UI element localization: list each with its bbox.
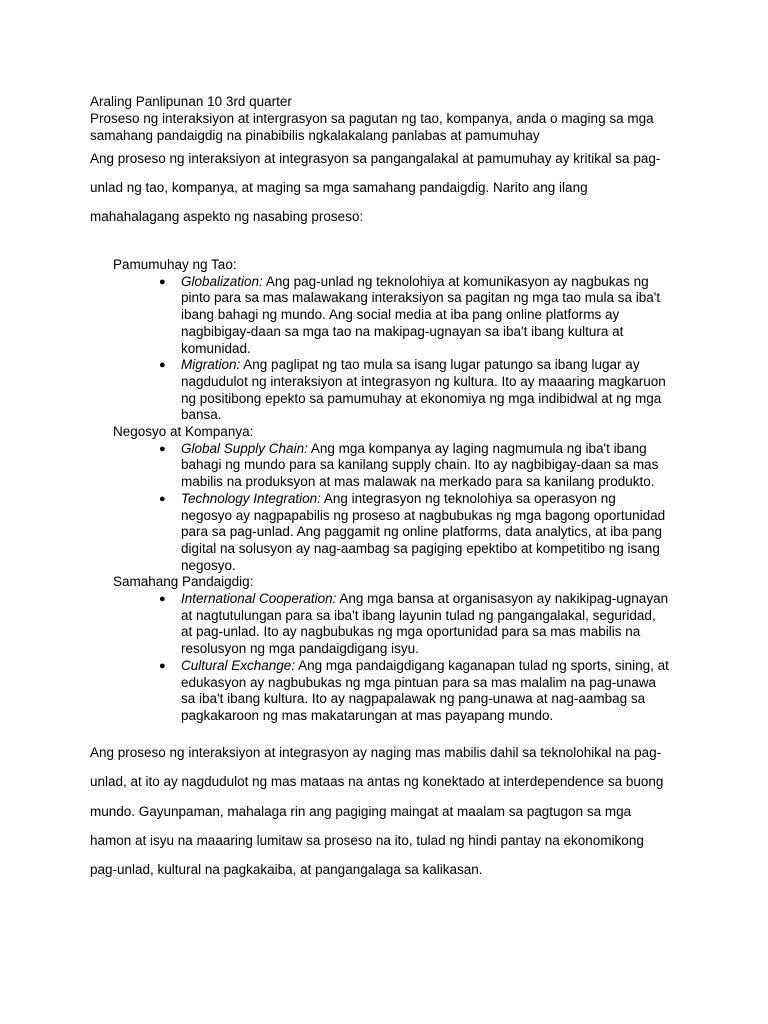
bullet-list [113, 274, 683, 424]
bullet-icon: ● [159, 659, 166, 672]
conclusion-line: pag-unlad, kultural na pagkakaiba, at pangangalaga sa kalikasan. [90, 862, 483, 878]
item-term: Technology Integration: [181, 490, 321, 506]
item-text: Ang paglipat ng tao mula sa isang lugar patungo sa ibang lugar ay [240, 357, 640, 373]
item-text: negosyo. [181, 557, 236, 573]
item-text: nagbibigay-daan sa mga tao na makipag-ugnayan sa iba't ibang kultura at [181, 323, 624, 339]
document-title: Araling Panlipunan 10 3rd quarter [90, 94, 292, 109]
header-line: Proseso ng interaksiyon at intergrasyon sa pagutan ng tao, kompanya, anda o maging sa mga [90, 111, 654, 126]
list-item [159, 440, 683, 491]
list-item [159, 357, 683, 424]
bullet-icon: ● [159, 492, 166, 505]
item-text: edukasyon ay nagbubukas ng mga pintuan para sa mas malalim na pag-unawa [181, 674, 657, 690]
bullet-list [113, 591, 683, 725]
bullet-list [113, 441, 683, 575]
conclusion-line: hamon at isyu na maaaring lumitaw sa proseso na ito, tulad ng hindi pantay na ekonomikong [90, 832, 644, 848]
item-text: nagdudulot ng interaksiyon at integrasyon ng kultura. Ito ay maaaring magkaruon [181, 373, 666, 389]
item-term: Globalization: [181, 273, 263, 289]
item-text: para sa pag-unlad. Ang paggamit ng online platforms, data analytics, at iba pang [181, 524, 663, 540]
item-text: Ang mga kompanya ay laging nagmumula ng iba't ibang [307, 440, 647, 456]
list-item [159, 490, 683, 575]
item-term: International Cooperation: [181, 591, 337, 607]
item-text: pagkakaroon ng mas makatarungan at mas payapang mundo. [181, 707, 554, 723]
intro-line: Ang proseso ng interaksiyon at integrasyon sa pangangalakal at pamumuhay ay kritikal sa pag- [90, 151, 661, 166]
item-term: Global Supply Chain: [181, 440, 308, 456]
item-text: komunidad. [181, 340, 251, 356]
bullet-icon: ● [159, 442, 166, 455]
item-text: Ang mga bansa at organisasyon ay nakikipag-ugnayan [336, 591, 669, 607]
item-text: at pag-unlad. Ito ay nagbubukas ng mga oportunidad para sa mas mabilis na [181, 624, 641, 640]
bullet-icon: ● [159, 593, 166, 606]
item-text: at nagtutulungan para sa iba't ibang layunin tulad ng pangangalakal, seguridad, [181, 607, 656, 623]
item-text: ibang bahagi ng mundo. Ang social media at iba pang online platforms ay [181, 307, 620, 323]
item-text: Ang mga pandaigdigang kaganapan tulad ng sports, sining, at [295, 657, 669, 673]
item-text: mabilis na produksyon at mas malawak na merkado para sa kanilang produkto. [181, 474, 655, 490]
item-text: ng positibong epekto sa pamumuhay at ekonomiya ng mga indibidwal at ng mga [181, 390, 662, 406]
item-text: resolusyon ng mga pandaigdigang isyu. [181, 641, 419, 657]
item-term: Cultural Exchange: [181, 657, 296, 673]
list-item [159, 591, 683, 658]
section-heading-pamumuhay: Pamumuhay ng Tao: [113, 257, 237, 272]
conclusion-line: Ang proseso ng interaksiyon at integrasyon ay naging mas mabilis dahil sa teknolohikal na pag- [90, 745, 662, 760]
aspects-outline [113, 257, 683, 725]
item-text: Ang pag-unlad ng teknolohiya at komunikasyon ay nagbukas ng [262, 273, 649, 289]
intro-line: unlad ng tao, kompanya, at maging sa mga samahang pandaigdig. Narito ang ilang [90, 180, 588, 195]
section-heading-samahang: Samahang Pandaigdig: [113, 574, 254, 590]
intro-line: mahahalagang aspekto ng nasabing proseso: [90, 209, 364, 224]
item-text: digital na solusyon ay nag-aambag sa pagiging epektibo at kompetitibo ng isang [181, 540, 660, 556]
list-item [159, 273, 683, 358]
item-term: Migration: [181, 357, 241, 373]
section-heading-negosyo: Negosyo at Kompanya: [113, 424, 254, 440]
list-item [159, 657, 683, 725]
item-text: pinto para sa mas malawakang interaksiyon sa pagitan ng mga tao mula sa iba't [181, 290, 661, 306]
conclusion-paragraph [90, 738, 690, 884]
item-text: bahagi ng mundo para sa kanilang supply chain. Ito ay nagbibigay-daan sa mas [181, 457, 659, 473]
bullet-icon: ● [159, 275, 166, 288]
item-text: negosyo ay nagpapabilis ng proseso at nagbubukas ng mga bagong oportunidad [181, 507, 666, 523]
conclusion-line: unlad, at ito ay nagdudulot ng mas mataas na antas ng konektado at interdependence sa buong [90, 774, 664, 790]
bullet-icon: ● [159, 359, 166, 372]
item-text: bansa. [181, 407, 222, 423]
item-text: Ang integrasyon ng teknolohiya sa operasyon ng [320, 490, 616, 506]
header-line: samahang pandaigdig na pinabibilis ngkalakalang panlabas at pamumuhay [90, 128, 540, 143]
document-header [90, 93, 690, 144]
conclusion-line: mundo. Gayunpaman, mahalaga rin ang pagiging maingat at maalam sa pagtugon sa mga [90, 803, 632, 819]
item-text: sa iba't ibang kultura. Ito ay nagpapalawak ng pang-unawa at nag-aambag sa [181, 691, 646, 707]
intro-paragraph [90, 144, 690, 231]
